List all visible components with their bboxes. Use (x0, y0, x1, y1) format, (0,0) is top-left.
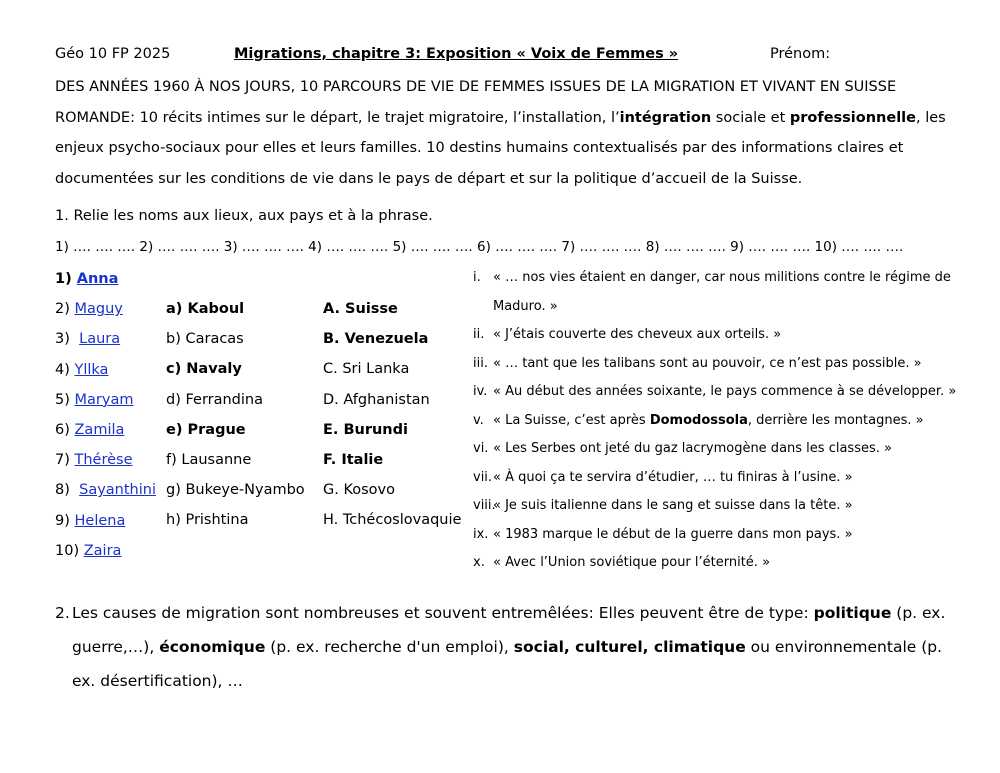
country-item: B. Venezuela (323, 331, 429, 348)
q2-text (72, 596, 955, 698)
quote-num: iii. (473, 355, 488, 371)
name-row-7 (55, 445, 156, 475)
name-num: 4) (55, 361, 75, 378)
quote-bold-domodossola: Domodossola (649, 412, 748, 428)
name-link-maryam[interactable]: Maryam (74, 391, 134, 408)
name-row-6 (55, 415, 156, 445)
country-item: E. Burundi (323, 421, 408, 438)
quote-text: « Au début des années soixante, le pays commence à se développer. » (493, 384, 957, 399)
quote-text: « … nos vies étaient en danger, car nous militions contre le régime de (493, 270, 951, 285)
name-num: 5) (55, 391, 75, 408)
q2-bold-politique: politique (813, 604, 892, 622)
quote-item (473, 464, 963, 493)
quote-num: ii. (473, 327, 485, 342)
intro-bold-integration: intégration (619, 109, 712, 126)
names-list (55, 264, 156, 566)
name-row-10 (55, 536, 156, 566)
q2-paragraph (55, 596, 955, 698)
quote-item-continued (473, 293, 963, 322)
q1-answer-line: 1) …. …. …. 2) …. …. …. 3) …. …. …. 4) …. …. …. 5) …. …. …. 6) …. …. …. 7) …. …. …. 8) …. …. …. 9) …. …. …. 10) …. …. …. (55, 239, 904, 255)
quote-text: « À quoi ça te servira d’étudier, … tu finiras à l’usine. » (493, 469, 853, 485)
name-num: 10) (55, 542, 84, 559)
city-item: c) Navaly (166, 361, 242, 378)
q2-bold-social-culturel-climatique: social, culturel, climatique (513, 638, 746, 656)
quote-num: iv. (473, 384, 488, 399)
name-link-maguy[interactable]: Maguy (74, 301, 123, 318)
q2-text-2: (p. ex. guerre,…), (72, 604, 946, 656)
intro-paragraph (55, 72, 960, 194)
name-num: 6) (55, 422, 75, 439)
q1-instruction: 1. Relie les noms aux lieux, aux pays et à la phrase. (55, 208, 433, 224)
quote-item (473, 407, 963, 436)
quote-num: x. (473, 555, 485, 570)
city-item: d) Ferrandina (166, 391, 263, 408)
page-title: Migrations, chapitre 3: Exposition « Voix de Femmes » (234, 46, 679, 62)
quote-num: vii. (473, 469, 493, 485)
name-num: 7) (55, 452, 75, 469)
intro-text-3: , les enjeux psycho-sociaux pour elles et leurs familles. 10 destins humains contextualisés par des informations claires et documentées sur les conditions de vie dans le pays de départ et sur la politique d’accueil de la Suisse. (55, 109, 946, 187)
q2-text-3: (p. ex. recherche d'un emploi), (265, 638, 514, 656)
name-link-laura[interactable]: Laura (79, 331, 121, 348)
quote-text: « Je suis italienne dans le sang et suisse dans la tête. » (493, 498, 853, 513)
name-row-9 (55, 506, 156, 536)
quote-text: « Les Serbes ont jeté du gaz lacrymogène dans les classes. » (493, 441, 892, 456)
q2-text-4: ou environnementale (p. ex. désertification), … (72, 638, 943, 690)
quote-item (473, 435, 963, 464)
name-row-3 (55, 324, 156, 354)
header-firstname-label: Prénom: (770, 46, 831, 62)
name-link-helena[interactable]: Helena (74, 512, 126, 529)
city-item: f) Lausanne (166, 452, 252, 469)
q2-bold-economique: économique (159, 638, 266, 656)
quote-item (473, 264, 963, 293)
name-num: 3) (55, 331, 80, 348)
quote-num: ix. (473, 526, 489, 542)
cities-list (166, 294, 305, 536)
quote-item (473, 350, 963, 379)
quotes-list (473, 264, 963, 578)
name-row-8 (55, 475, 156, 505)
name-num: 2) (55, 301, 75, 318)
quote-text: « J’étais couverte des cheveux aux orteils. » (493, 327, 782, 342)
name-link-yllka[interactable]: Yllka (74, 361, 109, 378)
intro-text-1: DES ANNÉES 1960 À NOS JOURS, 10 PARCOURS DE VIE DE FEMMES ISSUES DE LA MIGRATION ET VIVANT EN SUISSE ROMANDE: 10 récits intimes sur le départ, le trajet migratoire, l’installation, l’ (55, 79, 897, 126)
city-item: h) Prishtina (166, 512, 249, 529)
quote-text: « 1983 marque le début de la guerre dans mon pays. » (493, 526, 853, 542)
name-link-zamila[interactable]: Zamila (74, 422, 125, 439)
country-item: H. Tchécoslovaquie (323, 512, 462, 529)
quote-text: « … tant que les talibans sont au pouvoir, ce n’est pas possible. » (493, 355, 922, 371)
name-row-5 (55, 385, 156, 415)
country-item: A. Suisse (323, 301, 398, 317)
name-row-4 (55, 355, 156, 385)
name-link-anna[interactable]: Anna (76, 271, 119, 287)
city-item: e) Prague (166, 421, 246, 438)
quote-text-post: , derrière les montagnes. » (747, 412, 924, 428)
quote-num: viii. (473, 498, 496, 513)
q2-text-1: Les causes de migration sont nombreuses et souvent entremêlées: Elles peuvent être de type: (72, 604, 814, 622)
name-num: 1) (55, 271, 77, 287)
name-link-sayanthini[interactable]: Sayanthini (79, 482, 156, 499)
quote-item (473, 378, 963, 407)
name-row-1 (55, 264, 156, 294)
city-item: b) Caracas (166, 331, 244, 348)
quote-num: i. (473, 270, 481, 285)
city-item: a) Kaboul (166, 301, 245, 317)
quote-text-pre: « La Suisse, c’est après (493, 412, 650, 428)
header-left: Géo 10 FP 2025 (55, 46, 171, 62)
q2-num: 2. (55, 604, 70, 622)
country-item: F. Italie (323, 452, 384, 469)
quote-num: v. (473, 412, 484, 428)
name-num: 8) (55, 482, 80, 499)
quote-text: « Avec l’Union soviétique pour l’éternité. » (493, 555, 771, 570)
quote-text: Maduro. » (493, 298, 558, 314)
intro-text-2: sociale et (711, 109, 790, 126)
quote-text (493, 407, 924, 436)
quote-num: vi. (473, 441, 489, 456)
country-item: C. Sri Lanka (323, 361, 410, 378)
quote-item (473, 321, 963, 350)
name-row-2 (55, 294, 156, 324)
name-link-therese[interactable]: Thérèse (74, 452, 133, 469)
city-item: g) Bukeye-Nyambo (166, 482, 305, 499)
intro-bold-professionnelle: professionnelle (789, 109, 916, 126)
name-num: 9) (55, 512, 75, 529)
quote-num (473, 293, 493, 322)
name-link-zaira[interactable]: Zaira (83, 542, 122, 559)
quote-item (473, 549, 963, 578)
country-item: D. Afghanistan (323, 391, 430, 408)
countries-list (323, 294, 461, 536)
quote-item (473, 492, 963, 521)
quote-item (473, 521, 963, 550)
country-item: G. Kosovo (323, 482, 395, 499)
